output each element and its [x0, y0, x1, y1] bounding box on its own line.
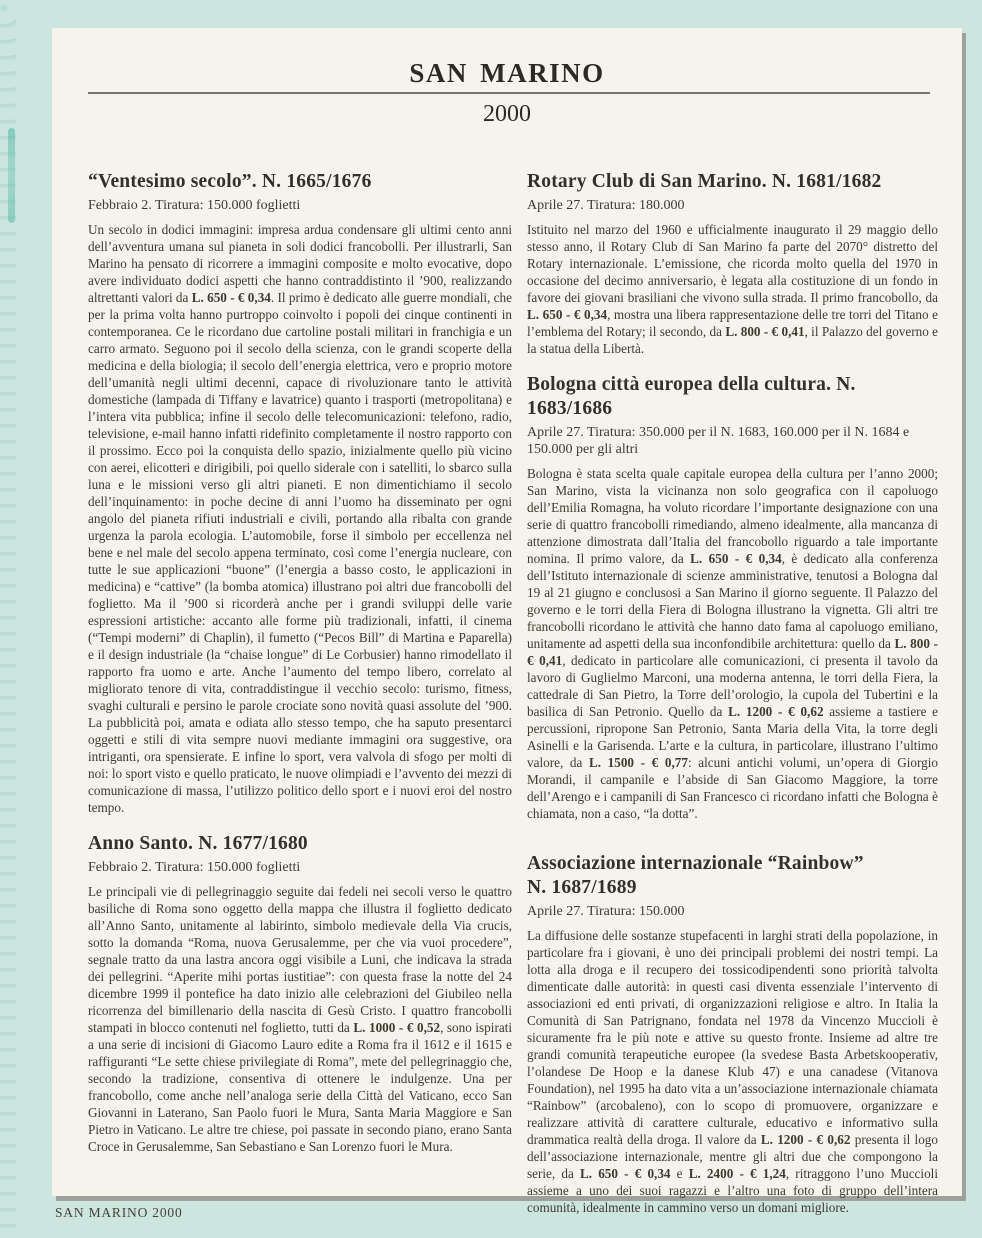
section-heading: Bologna città europea della cultura. N. 1683/1686: [527, 374, 856, 419]
page-year: 2000: [483, 101, 531, 127]
section-issue-info: Aprile 27. Tiratura: 150.000: [527, 904, 685, 919]
section-issue-info: Febbraio 2. Tiratura: 150.000 foglietti: [88, 860, 301, 875]
title-divider: [88, 92, 930, 94]
section-heading: [527, 852, 938, 900]
footer-label: SAN MARINO 2000: [55, 1205, 183, 1220]
section-rainbow: [527, 852, 938, 1216]
section-issue-info: Aprile 27. Tiratura: 180.000: [527, 198, 685, 213]
section-body: Un secolo in dodici immagini: impresa ardua condensare gli ultimi cento anni dell’avventura umana sul pianeta in soli dodici francobolli. Per illustrarli, San Marino ha pensato di ricorrere a immagini composite e molto evocative, dopo avere individuato dodici aspetti che hanno contraddistinto il ’900, realizzando altrettanti valori da L. 650 - € 0,34. Il primo è dedicato alle guerre mondiali, che per la prima volta hanno purtroppo coinvolto i popoli dei cinque continenti in contemporanea. Ce le ricordano due cartoline postali militari in franchigia e un carro armato. Seguono poi il secolo della scienza, con le grandi scoperte della medicina e della biologia; il secolo dell’energia elettrica, vero e proprio motore dell’umanità negli ultimi decenni, capace di rivoluzionare tanto le attività domestiche (lampada di Tiffany e lavatrice) quanto i trasporti (metropolitana) e l’intera vita pubblica; infine il secolo delle telecomunicazioni: telefono, radio, televisione, e-mail hanno infatti ridefinito completamente il nostro rapporto con il prossimo. Ecco poi la conquista dello spazio, inizialmente quello più vicino con aerei, elicotteri e dirigibili, poi quello siderale con i satelliti, lo sbarco sulla luna e le missioni verso gli altri pianeti. E non dimentichiamo il secolo dell’inquinamento: in poche decine di anni l’uomo ha disseminato per ogni angolo del pianeta rifiuti industriali e civili, portando alla ribalta con grande urgenza la parola ecologia. L’automobile, forse il simbolo per eccellenza nel bene e nel male del secolo appena terminato, così come l’energia nucleare, con tutte le sue applicazioni “buone” (l’energia a basso costo, le applicazioni in medicina) e “cattive” (la bomba atomica) illustrano poi altri due francobolli del foglietto. Ma il ’900 si ricorderà anche per i grandi sviluppi delle varie espressioni artistiche: accanto alle forme più tradizionali, infatti, il cinema (“Tempi moderni” di Chaplin), il fumetto (“Pecos Bill” di Martina e Paparella) e il design industriale (la “chaise longue” di Le Corbusier) hanno rimodellato il rapporto fra uomo e arte. Anche l’aumento del tempo libero, correlato al migliorato tenore di vita, contraddistingue il vecchio secolo: turismo, fitness, svaghi culturali e persino le parole crociate sono novità quasi assolute del ’900. La pubblicità poi, amata e odiata allo stesso tempo, che ha saputo presentarci oggetti e stili di vita sempre nuovi mediante immagini ora suggestive, ora intriganti, ora spensierate. E infine lo sport, vera valvola di sfogo per molti di noi: lo sport visto e quello praticato, le nuove olimpiadi e l’avvento dei mezzi di comunicazione di massa, l’utilizzo politico dello sport e i nuovi eroi del nostro tempo.: [88, 222, 512, 815]
catalog-page: [52, 28, 962, 1215]
section-body: Istituito nel marzo del 1960 e ufficialmente inaugurato il 29 maggio dello stesso anno, il Rotary Club di San Marino fa parte del 2070° distretto del Rotary internazionale. L’emissione, che ricorda molto quella del 1970 in occasione del decimo anniversario, è legata alla costituzione di un fondo in favore dei giovani brasiliani che vivono sulla strada. Il primo francobollo, da L. 650 - € 0,34, mostra una libera rappresentazione delle tre torri del Titano e l’emblema del Rotary; il secondo, da L. 800 - € 0,41, il Palazzo del governo e la statua della Libertà.: [527, 222, 939, 356]
two-column-layout: [52, 170, 962, 1232]
section-body: Le principali vie di pellegrinaggio seguite dai fedeli nei secoli verso le quattro basiliche di Roma sono oggetto della mappa che illustra il foglietto dedicato all’Anno Santo, unitamente al labirinto, simbolo medievale della Via crucis, sotto la domanda “Roma, nuova Gerusalemme, per che via vuoi procedere”, segnale tratto da una lastra ancora oggi visibile a Luni, che indicava la strada dei pellegrini. “Aperite mihi portas iustitiae”: con questa frase la notte del 24 dicembre 1999 il pontefice ha dato inizio alle celebrazioni del Giubileo nella ricorrenza del bimillenario della nascita di Gesù Cristo. I quattro francobolli stampati in blocco contenuti nel foglietto, tutti da L. 1000 - € 0,52, sono ispirati a una serie di incisioni di Giacomo Lauro edite a Roma fra il 1612 e il 1615 e raffiguranti “Le sette chiese privilegiate di Roma”, mete del pellegrinaggio che, secondo la tradizione, consentiva di ottenere le indulgenze. Una per francobollo, come anche nell’analoga serie della Città del Vaticano, ecco San Giovanni in Laterano, San Paolo fuori le Mura, Santa Maria Maggiore e San Pietro in Vaticano. Le altre tre chiese, poi passate in secondo piano, erano Santa Croce in Gerusalemme, San Sebastiano e San Lorenzo fuori le Mura.: [88, 884, 513, 1154]
teal-edge-mark: [8, 128, 15, 223]
section-heading-line1: Associazione internazionale “Rainbow”: [527, 853, 864, 874]
section-body: La diffusione delle sostanze stupefacenti in larghi strati della popolazione, in particolare fra i giovani, è uno dei principali problemi dei nostri tempi. La lotta alla droga e il recupero dei tossicodipendenti sono priorità talvolta dimenticate dalle autorità: in questi casi diventa essenziale l’intervento di associazioni ed enti privati, di organizzazioni religiose e altro. In Italia la Comunità di San Patrignano, fondata nel 1978 da Vincenzo Muccioli è sicuramente fra le più note e attive su questo fronte. Insieme ad altre tre grandi comunità terapeutiche europee (la svedese Basta Arbetskooperativ, l’olandese De Hoop e la danese Klub 47) e una canadese (Vitanova Foundation), nel 1995 ha dato vita a un’associazione internazionale chiamata “Rainbow” (arcobaleno), con lo scopo di promuovere, organizzare e realizzare attività di carattere culturale, educativo e informativo sulla drammatica realtà della droga. Il valore da L. 1200 - € 0,62 presenta il logo dell’associazione internazionale, mentre gli altri due che compongono la serie, da L. 650 - € 0,34 e L. 2400 - € 1,24, ritraggono l’uno Muccioli assieme a uno dei suoi ragazzi e l’altro una foto di gruppo dell’intera comunità, idealmente in cammino verso un domani migliore.: [527, 928, 938, 1215]
section-body: Bologna è stata scelta quale capitale europea della cultura per l’anno 2000; San Marino, vista la vicinanza non solo geografica con il capoluogo dell’Emilia Romagna, ha voluto ricordare l’importante designazione con una serie di quattro francobolli rimediando, almeno idealmente, alla mancanza di attenzione dimostrata dall’Italia del francobollo riguardo a tale importante nomina. Il primo valore, da L. 650 - € 0,34, è dedicato alla conferenza dell’Istituto internazionale di scienze amministrative, tenutosi a Bologna dal 19 al 21 giugno e conclusosi a San Marino il giorno seguente. Il Palazzo del governo e le torri della Fiera di Bologna illustrano la vignetta. Gli altri tre francobolli ricordano le attività che hanno dato fama al capoluogo emiliano, unitamente ad aspetti della sua inconfondibile architettura: quello da L. 800 - € 0,41, dedicato in particolare alle comunicazioni, ci presenta il tavolo da lavoro di Guglielmo Marconi, una moderna antenna, le torri della Fiera, la cattedrale di San Pietro, la Torre dell’orologio, la cupola del Tubertini e la basilica di San Petronio. Quello da L. 1200 - € 0,62 assieme a tastiere e percussioni, ripropone San Petronio, Santa Maria della Vita, la torre degli Asinelli e la Garisenda. L’arte e la cultura, in particolare, illustrano l’ultimo valore, da L. 1500 - € 0,77: alcuni antichi volumi, un’opera di Giorgio Morandi, il campanile e l’abside di San Giacomo Maggiore, la torre dell’Arengo e i campanili di San Francesco ci ricordano infatti che Bologna è chiamata, non a caso, “la dotta”.: [527, 466, 939, 821]
section-heading: “Ventesimo secolo”. N. 1665/1676: [88, 171, 372, 192]
right-column: [527, 170, 938, 1232]
section-heading-line2: N. 1687/1689: [527, 877, 637, 898]
left-column: [88, 170, 512, 1232]
section-ventesimo-secolo: [88, 170, 512, 816]
section-bologna-cultura: [527, 373, 938, 822]
page-title: SAN MARINO: [409, 58, 605, 88]
page-header: [52, 28, 962, 128]
section-issue-info: Aprile 27. Tiratura: 350.000 per il N. 1683, 160.000 per il N. 1684 e 150.000 per gli altri: [527, 425, 910, 457]
section-heading: Rotary Club di San Marino. N. 1681/1682: [527, 171, 882, 192]
section-rotary-club: [527, 170, 938, 357]
section-anno-santo: [88, 832, 512, 1155]
section-heading: Anno Santo. N. 1677/1680: [88, 833, 308, 854]
section-issue-info: Febbraio 2. Tiratura: 150.000 foglietti: [88, 198, 301, 213]
